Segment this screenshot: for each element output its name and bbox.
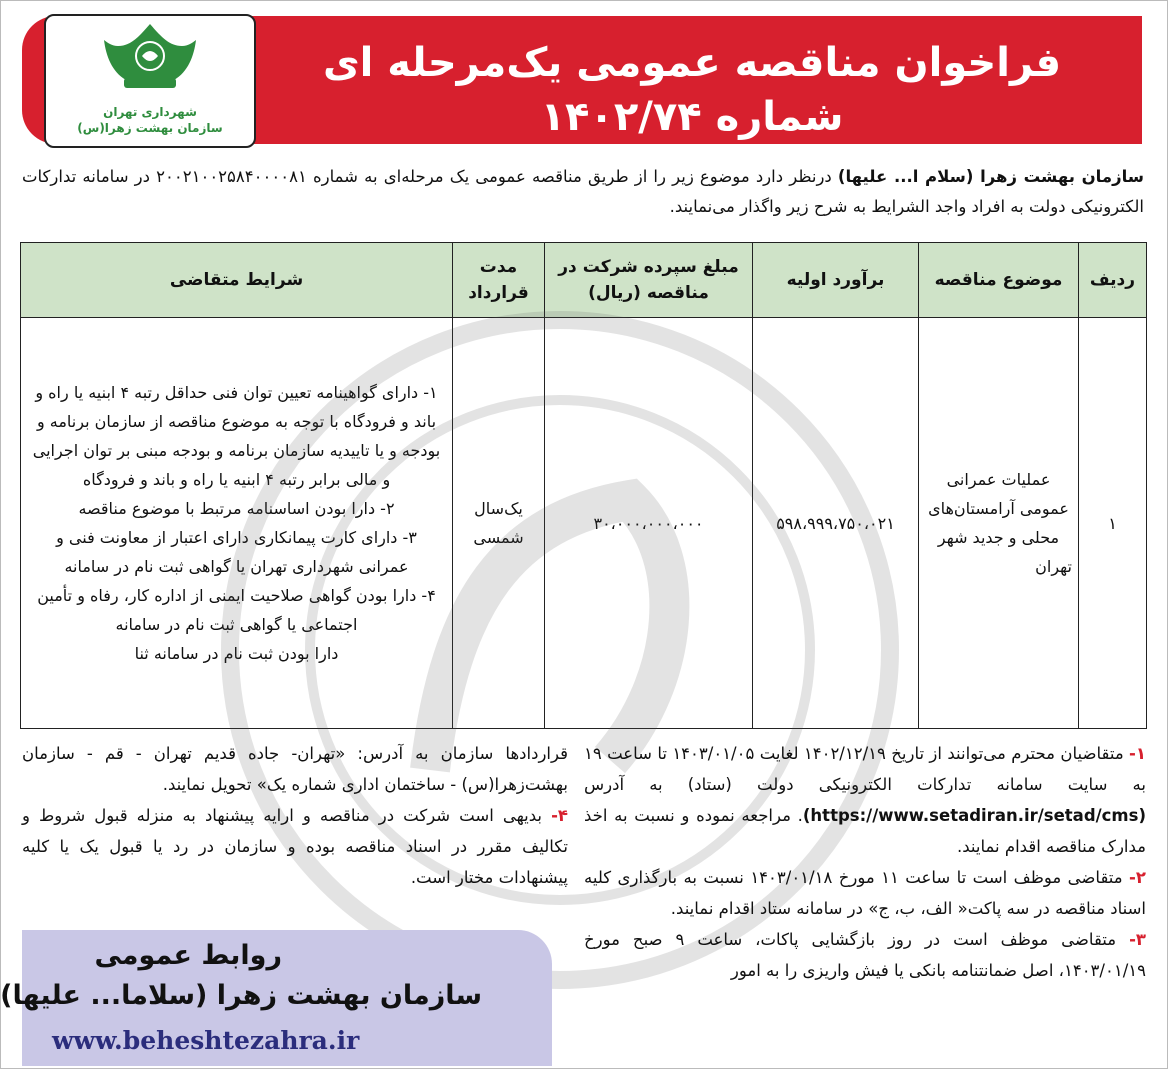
condition-item: ۳- دارای کارت پیمانکاری دارای اعتبار از معاونت فنی و عمرانی شهرداری تهران یا گواهی ثبت نام در سامانه — [56, 528, 417, 576]
note-2 — [584, 862, 1146, 924]
header-estimate: برآورد اولیه — [753, 243, 919, 318]
note-4 — [22, 800, 568, 893]
cell-conditions — [21, 318, 453, 729]
table-header-row — [21, 243, 1147, 318]
note-1-text: متقاضیان محترم می‌توانند از تاریخ ۱۴۰۲/۱۲/۱۹ لغایت ۱۴۰۳/۰۱/۰۵ تا ساعت ۱۹ به سایت سامانه تدارکات الکترونیکی دولت (ستاد) به آدرس — [584, 744, 1146, 794]
note-3-number: ۳- — [1129, 930, 1146, 949]
banner-title-line1: فراخوان مناقصه عمومی یک‌مرحله ای — [322, 40, 1062, 86]
condition-item: دارا بودن ثبت نام در سامانه ثنا — [134, 644, 339, 663]
header-deposit: مبلغ سپرده شرکت در مناقصه (ریال) — [545, 243, 753, 318]
banner-title-line2: شماره ۱۴۰۲/۷۴ — [540, 94, 844, 140]
note-1-tail: . مراجعه نموده و نسبت به اخذ مدارک مناقصه اقدام نمایند. — [584, 806, 1146, 856]
intro-org-name: سازمان بهشت زهرا (سلام ا... علیها) — [837, 167, 1144, 186]
header-row-number: ردیف — [1079, 243, 1147, 318]
pr-title: روابط عمومی — [94, 940, 282, 971]
cell-subject: عملیات عمرانی عمومی آرامستان‌های محلی و جدید شهر تهران — [919, 318, 1079, 729]
header-duration: مدت قرارداد — [453, 243, 545, 318]
tulip-emblem-icon — [46, 16, 254, 106]
cell-duration: یک‌سال شمسی — [453, 318, 545, 729]
public-relations-box — [0, 930, 552, 1066]
note-2-text: متقاضی موظف است تا ساعت ۱۱ مورخ ۱۴۰۳/۰۱/۱۸ نسبت به بارگذاری کلیه اسناد مناقصه در سه پاکت« الف، ب، ج» در سامانه ستاد اقدام نمایند. — [584, 868, 1146, 918]
note-1-number: ۱- — [1129, 744, 1146, 763]
note-3-continued: قراردادها سازمان به آدرس: «تهران- جاده قدیم تهران - قم - سازمان بهشت‌زهرا(س) - ساختمان اداری شماره یک» تحویل نمایند. — [22, 744, 568, 794]
logo-line2: سازمان بهشت زهرا(س) — [77, 121, 223, 135]
header-conditions: شرایط متقاضی — [21, 243, 453, 318]
notes-left-column — [22, 738, 568, 893]
note-3 — [584, 924, 1146, 986]
note-4-text: بدیهی است شرکت در مناقصه و ارایه پیشنهاد به منزله قبول شروط و تکالیف مقرر در اسناد مناقصه بوده و سازمان در رد یا قبول یک یا کلیه پیشنهادات مختار است. — [22, 806, 568, 887]
cell-estimate: ۵۹۸،۹۹۹،۷۵۰،۰۲۱ — [753, 318, 919, 729]
intro-paragraph — [22, 162, 1144, 222]
table-row — [21, 318, 1147, 729]
logo — [44, 14, 256, 148]
pr-org-name: سازمان بهشت زهرا (سلاما... علیها) — [0, 980, 482, 1011]
note-1 — [584, 738, 1146, 862]
cell-deposit: ۳۰،۰۰۰،۰۰۰،۰۰۰ — [545, 318, 753, 729]
website-link[interactable]: www.beheshtezahra.ir — [52, 1026, 360, 1055]
notes-right-column — [584, 738, 1146, 986]
header-subject: موضوع مناقصه — [919, 243, 1079, 318]
note-3-text: متقاضی موظف است در روز بازگشایی پاکات، ساعت ۹ صبح مورخ ۱۴۰۳/۰۱/۱۹، اصل ضمانتنامه بانکی یا فیش واریزی را به امور — [584, 930, 1146, 980]
logo-line1: شهرداری تهران — [103, 105, 197, 119]
setad-url-link[interactable]: (https://www.setadiran.ir/setad/cms) — [802, 806, 1146, 825]
note-4-number: ۴- — [551, 806, 568, 825]
cell-row-number: ۱ — [1079, 318, 1147, 729]
logo-caption — [46, 104, 254, 136]
tender-table — [20, 242, 1147, 729]
banner-title — [282, 36, 1102, 144]
note-2-number: ۲- — [1129, 868, 1146, 887]
condition-item: ۲- دارا بودن اساسنامه مرتبط با موضوع مناقصه — [78, 499, 395, 518]
condition-item: ۴- دارا بودن گواهی صلاحیت ایمنی از اداره کار، رفاه و تأمین اجتماعی یا گواهی ثبت نام در سامانه — [37, 586, 436, 634]
intro-text: درنظر دارد موضوع زیر را از طریق مناقصه عمومی یک مرحله‌ای به شماره ۲۰۰۲۱۰۰۲۵۸۴۰۰۰۰۸۱ در سامانه تدارکات الکترونیکی دولت به افراد واجد الشرایط به شرح زیر واگذار می‌نمایند. — [22, 167, 1144, 216]
condition-item: ۱- دارای گواهینامه تعیین توان فنی حداقل رتبه ۴ ابنیه یا راه و باند و فرودگاه با توجه به موضوع مناقصه از سازمان برنامه و بودجه و یا تاییدیه سازمان برنامه و بودجه مبنی بر توان اجرایی و مالی برابر رتبه ۴ ابنیه یا راه و باند و فرودگاه — [32, 383, 441, 489]
